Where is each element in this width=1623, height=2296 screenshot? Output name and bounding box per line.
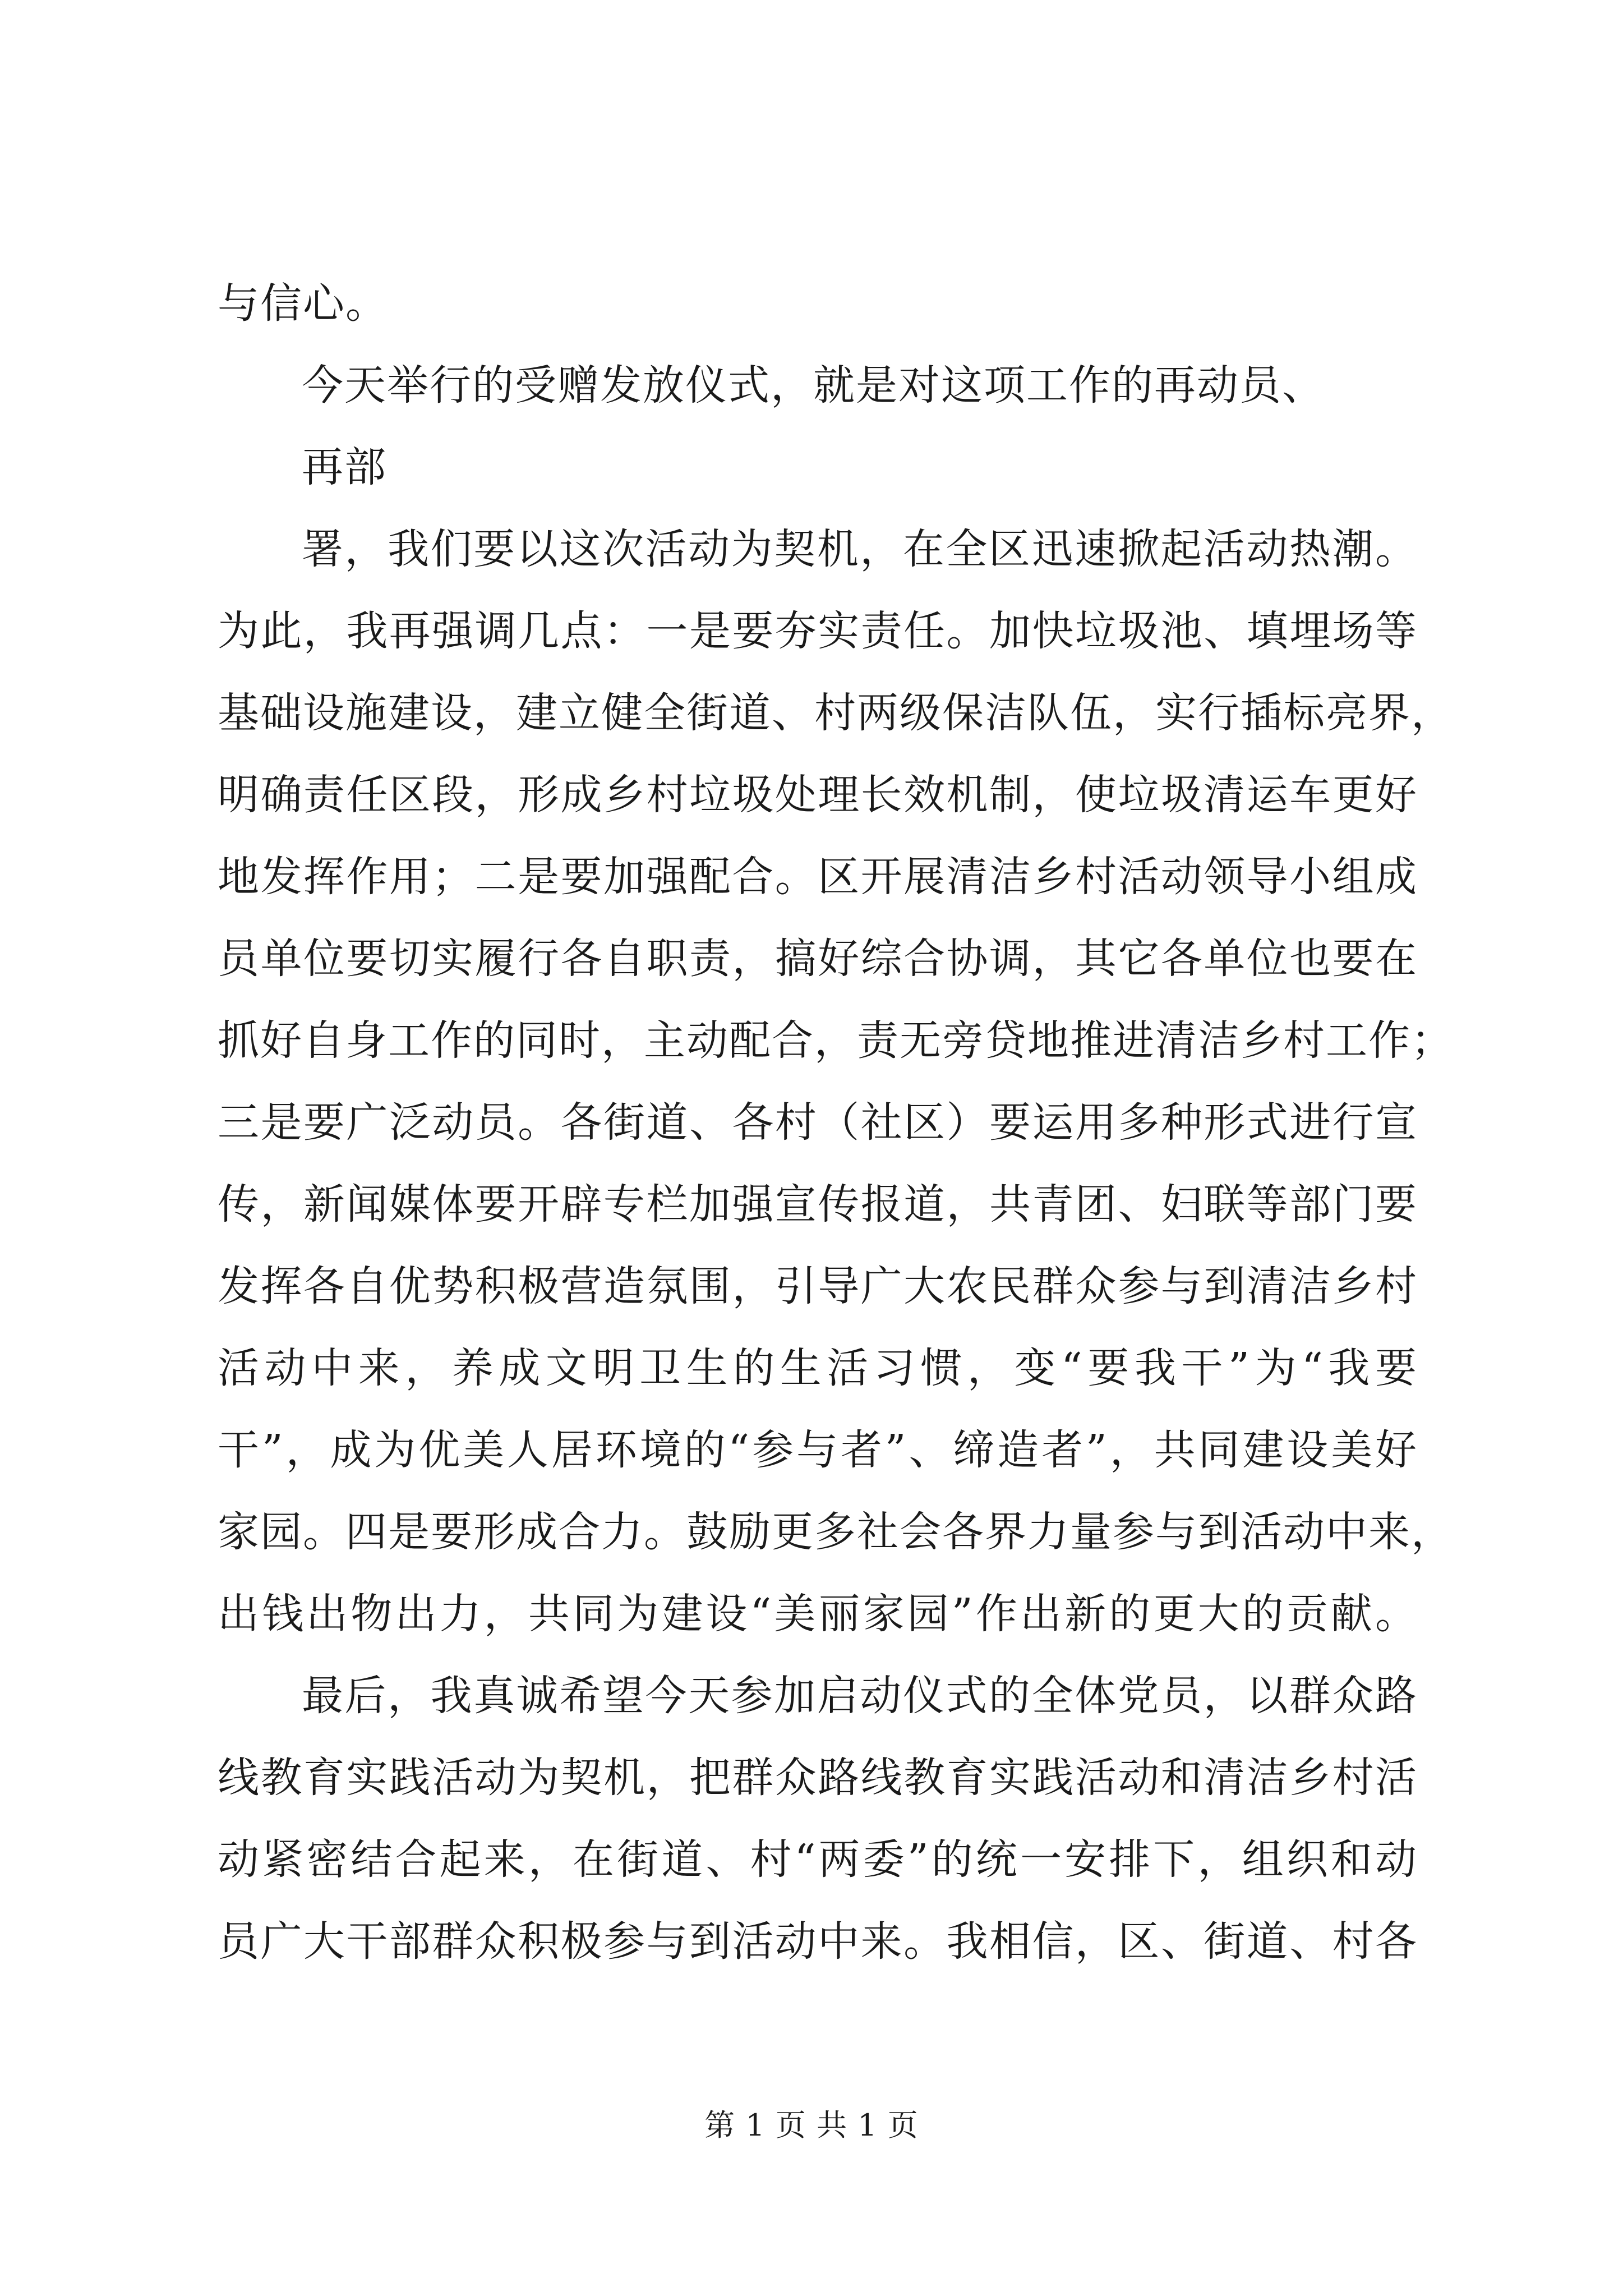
text-line: 为此，我再强调几点：一是要夯实责任。加快垃圾池、填埋场等 [218, 607, 1418, 655]
text-line: 干”，成为优美人居环境的“参与者”、缔造者”，共同建设美好 [218, 1426, 1418, 1474]
text-line: 动紧密结合起来，在街道、村“两委”的统一安排下，组织和动 [218, 1835, 1418, 1884]
text-line: 署，我们要以这次活动为契机，在全区迅速掀起活动热潮。 [302, 525, 1418, 573]
text-line: 基础设施建设，建立健全街道、村两级保洁队伍，实行插标亮界， [218, 689, 1454, 737]
text-line: 传，新闻媒体要开辟专栏加强宣传报道，共青团、妇联等部门要 [218, 1180, 1418, 1228]
text-line: 今天举行的受赠发放仪式，就是对这项工作的再动员、 [302, 361, 1325, 409]
text-line: 地发挥作用；二是要加强配合。区开展清洁乡村活动领导小组成 [218, 853, 1418, 901]
text-line: 线教育实践活动为契机，把群众路线教育实践活动和清洁乡村活 [218, 1754, 1418, 1802]
text-line: 三是要广泛动员。各街道、各村（社区）要运用多种形式进行宣 [218, 1098, 1418, 1147]
text-line: 员单位要切实履行各自职责，搞好综合协调，其它各单位也要在 [218, 935, 1418, 983]
text-line: 再部 [302, 443, 387, 491]
text-line: 最后，我真诚希望今天参加启动仪式的全体党员，以群众路 [302, 1672, 1418, 1720]
text-line: 活动中来，养成文明卫生的生活习惯，变“要我干”为“我要 [218, 1344, 1418, 1392]
text-line: 明确责任区段，形成乡村垃圾处理长效机制，使垃圾清运车更好 [218, 771, 1418, 819]
document-body [218, 263, 1454, 1982]
text-line: 出钱出物出力，共同为建设“美丽家园”作出新的更大的贡献。 [218, 1590, 1418, 1638]
text-line: 家园。四是要形成合力。鼓励更多社会各界力量参与到活动中来， [218, 1508, 1454, 1556]
text-line: 与信心。 [218, 279, 388, 328]
text-line: 抓好自身工作的同时，主动配合，责无旁贷地推进清洁乡村工作； [218, 1016, 1454, 1065]
text-line: 员广大干部群众积极参与到活动中来。我相信，区、街道、村各 [218, 1917, 1418, 1966]
page-number-footer: 第 1 页 共 1 页 [704, 2108, 919, 2143]
text-line: 发挥各自优势积极营造氛围，引导广大农民群众参与到清洁乡村 [218, 1262, 1418, 1310]
